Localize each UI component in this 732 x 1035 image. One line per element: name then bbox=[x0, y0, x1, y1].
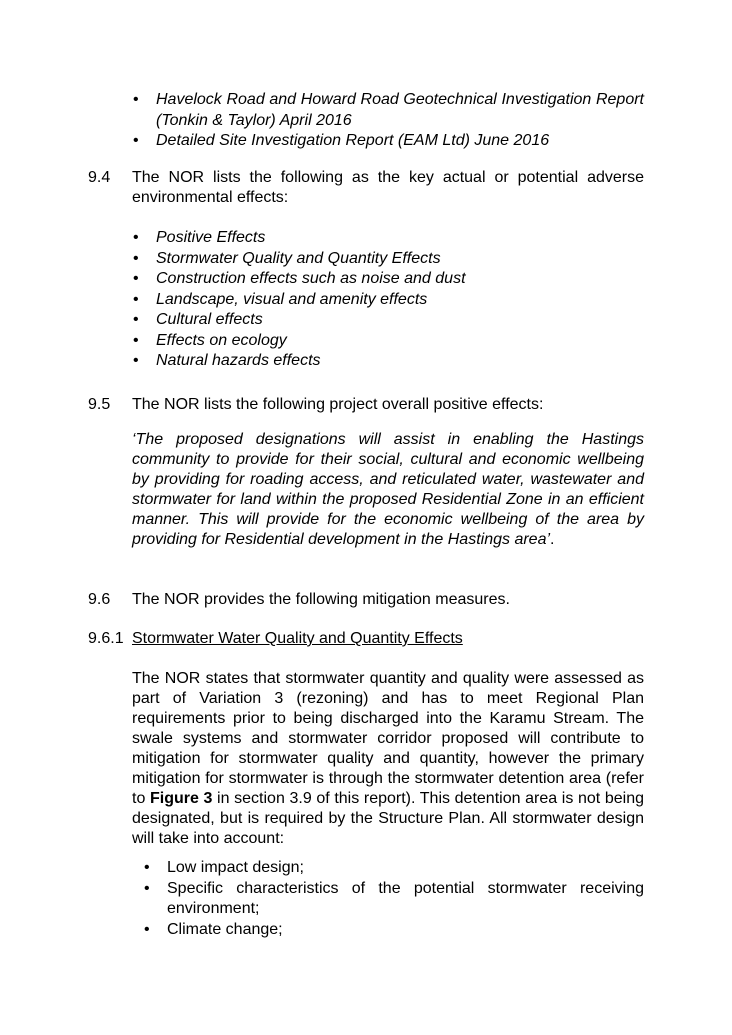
list-item: • Effects on ecology bbox=[133, 331, 644, 352]
list-item: • Landscape, visual and amenity effects bbox=[133, 290, 644, 311]
stormwater-design-list bbox=[144, 858, 644, 940]
bullet-icon: • bbox=[133, 270, 139, 287]
positive-effects-quote: ‘The proposed designations will assist in enabling the Hastings community to provide for their social, cultural and economic wellbeing by providing for roading access, and reticulated water, wastewater and stormwater for land within the proposed Residential Zone in an efficient manner. This will provide for the economic wellbeing of the area by providing for Residential development in the Hastings area’. bbox=[132, 431, 644, 548]
stormwater-paragraph: The NOR states that stormwater quantity and quality were assessed as part of Variation 3 (rezoning) and has to meet Regional Plan requirements prior to being discharged into the Karamu Stream. The swale systems and stormwater corridor proposed will contribute to mitigation for stormwater quality and quantity, however the primary mitigation for stormwater is through the stormwater detention area (refer to Figure 3 in section 3.9 of this report). This detention area is not being designated, but is required by the Structure Plan. All stormwater design will take into account: bbox=[132, 670, 645, 847]
bullet-icon: • bbox=[144, 920, 150, 938]
list-item: • Positive Effects bbox=[133, 228, 644, 249]
list-item: • Low impact design; bbox=[144, 858, 644, 879]
section-9-4-text: The NOR lists the following as the key actual or potential adverse environmental effects: bbox=[132, 169, 644, 206]
section-number-9-5: 9.5 bbox=[88, 396, 111, 413]
reference-list bbox=[133, 90, 644, 152]
bullet-icon: • bbox=[133, 311, 139, 328]
bullet-icon: • bbox=[144, 879, 150, 897]
bullet-icon: • bbox=[133, 132, 139, 149]
bullet-icon: • bbox=[133, 229, 139, 246]
figure-reference: Figure 3 bbox=[149, 790, 213, 807]
section-9-6-text: The NOR provides the following mitigation measures. bbox=[132, 591, 510, 608]
list-item: • Natural hazards effects bbox=[133, 351, 644, 372]
bullet-icon: • bbox=[144, 859, 150, 876]
list-item: • Havelock Road and Howard Road Geotechnical Investigation Report (Tonkin & Taylor) April 2016 bbox=[133, 91, 644, 129]
list-item: • Climate change; bbox=[144, 920, 644, 941]
list-item: • Construction effects such as noise and dust bbox=[133, 269, 644, 290]
bullet-icon: • bbox=[133, 91, 139, 108]
list-item: • Cultural effects bbox=[133, 310, 644, 331]
list-item: • Detailed Site Investigation Report (EAM Ltd) June 2016 bbox=[133, 131, 644, 152]
section-9-6-1-heading: Stormwater Water Quality and Quantity Effects bbox=[132, 630, 463, 647]
bullet-icon: • bbox=[133, 290, 139, 308]
effects-list bbox=[133, 228, 644, 372]
bullet-icon: • bbox=[133, 331, 139, 349]
bullet-icon: • bbox=[133, 249, 139, 267]
section-number-9-4: 9.4 bbox=[88, 169, 111, 186]
section-number-9-6: 9.6 bbox=[88, 591, 111, 608]
list-item: • Specific characteristics of the potential stormwater receiving environment; bbox=[144, 879, 644, 917]
bullet-icon: • bbox=[133, 352, 139, 369]
list-item: • Stormwater Quality and Quantity Effects bbox=[133, 249, 644, 270]
section-9-5-text: The NOR lists the following project overall positive effects: bbox=[132, 396, 544, 413]
section-number-9-6-1: 9.6.1 bbox=[88, 630, 124, 647]
